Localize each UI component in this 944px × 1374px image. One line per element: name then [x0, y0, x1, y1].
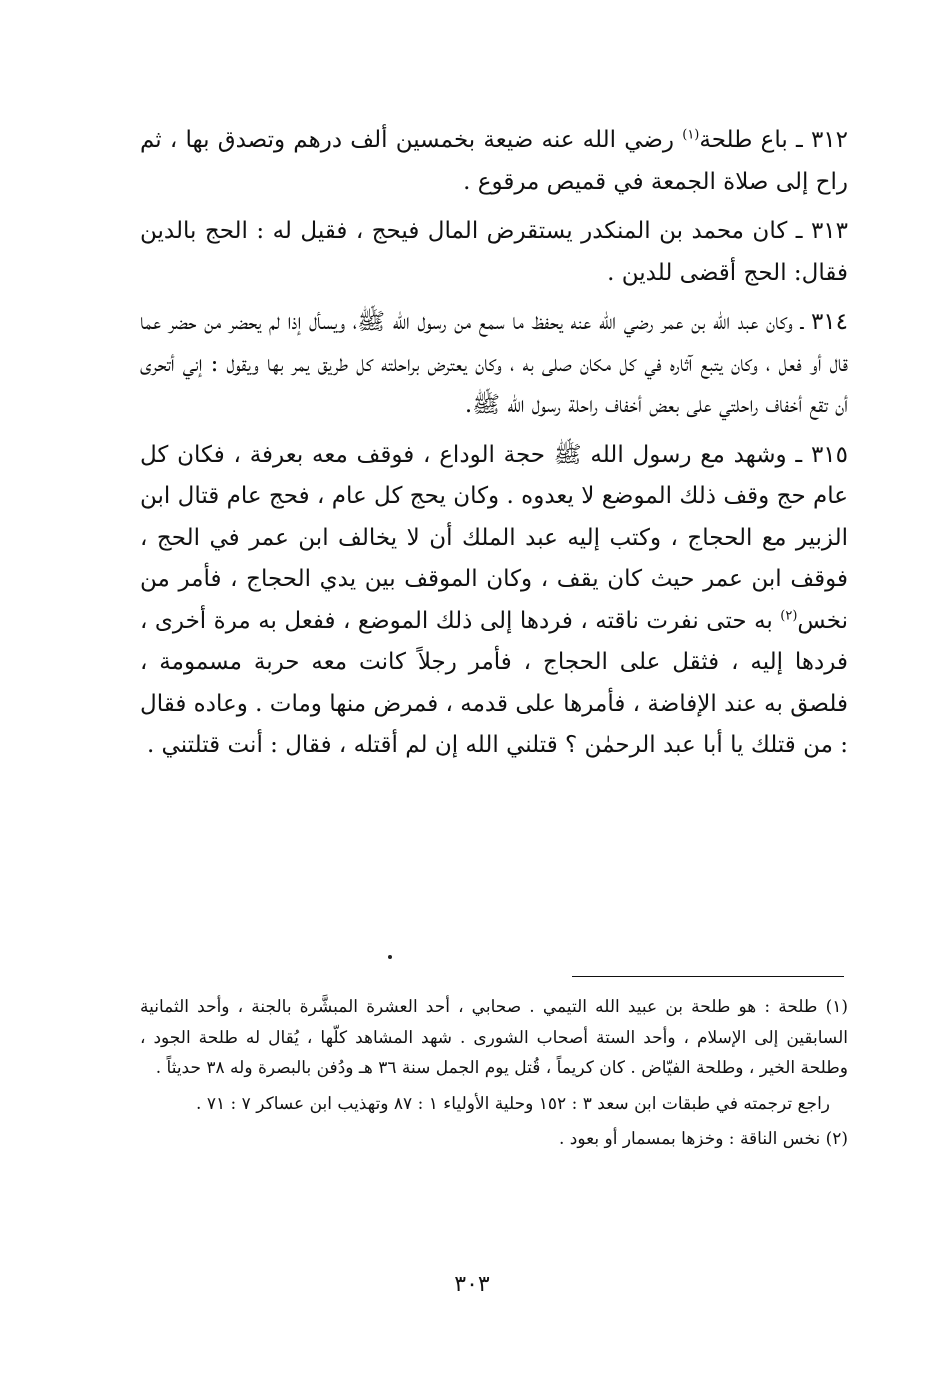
footnotes [140, 992, 848, 1160]
paragraph-312-text-a: ٣١٢ ـ باع طلحة [699, 127, 848, 153]
paragraph-312-text-b: رضي الله عنه ضيعة بخمسين ألف درهم وتصدق بها ، ثم راح إلى صلاة الجمعة في قميص مرقوع . [140, 127, 848, 195]
paragraph-315 [140, 435, 848, 767]
main-text [140, 120, 848, 775]
page-number: ٣٠٣ [454, 1272, 490, 1297]
footnote-ref-2: (٢) [780, 607, 798, 623]
footnote-2: (٢) نخس الناقة : وخزها بمسمار أو بعود . [558, 1129, 848, 1149]
paragraph-312 [140, 120, 848, 203]
paragraph-313: ٣١٣ ـ كان محمد بن المنكدر يستقرض المال فيحج ، فقيل له : الحج بالدين فقال: الحج أقضى للدين . [140, 218, 848, 286]
footnote-1: (١) طلحة : هو طلحة بن عبيد الله التيمي . صحابي ، أحد العشرة المبشَّرة بالجنة ، وأحد الثمانية السابقين إلى الإسلام ، وأحد الستة أصحاب الشورى . شهد المشاهد كلّها ، يُقال له طلحة الجود ، وطلحة الخير ، وطلحة الفيّاض . كان كريماً ، قُتل يوم الجمل سنة ٣٦ هـ ودُفن بالبصرة وله ٣٨ حديثاً . [140, 997, 848, 1078]
paragraph-315-text-b: به حتى نفرت ناقته ، فردها إلى ذلك الموضع ، ففعل به مرة أخرى ، فردها إليه ، فثقل على الحجاج ، فأمر رجلاً كانت معه حربة مسمومة ، فلصق به عند الإفاضة ، فأمرها على قدمه ، فمرض منها ومات . وعاده فقال : من قتلك يا أبا عبد الرحمٰن ؟ قتلني الله إن لم أقتله ، فقال : أنت قتلتني . [140, 607, 848, 758]
paragraph-315-text-a: ٣١٥ ـ وشهد مع رسول الله ﷺ حجة الوداع ، فوقف معه بعرفة ، فكان كل عام حج وقف ذلك الموضع لا يعدوه . وكان يحج كل عام ، فحج عام قتال ابن الزبير مع الحجاج ، وكتب إليه عبد الملك أن لا يخالف ابن عمر في الحج ، فوقف ابن عمر حيث كان يقف ، وكان الموقف بين يدي الحجاج ، فأمر من نخس [140, 441, 848, 634]
stray-dot [388, 955, 392, 959]
footnote-ref-1: (١) [682, 127, 700, 143]
footnote-separator [572, 976, 844, 977]
paragraph-314: ٣١٤ ـ وكان عبد الله بن عمر رضي الله عنه يحفظ ما سمع من رسول الله ﷺ، ويسأل إذا لم يحضر من حضر عما قال أو فعل ، وكان يتبع آثاره في كل مكان صلى به ، وكان يعترض براحلته كل طريق يمر بها ويقول : إني أتحرى أن تقع أخفاف راحلتي على بعض أخفاف راحلة رسول الله ﷺ. [140, 309, 848, 418]
footnote-1-sources: راجع ترجمته في طبقات ابن سعد ٣ : ١٥٢ وحلية الأولياء ١ : ٨٧ وتهذيب ابن عساكر ٧ : ٧١ . [196, 1093, 830, 1114]
